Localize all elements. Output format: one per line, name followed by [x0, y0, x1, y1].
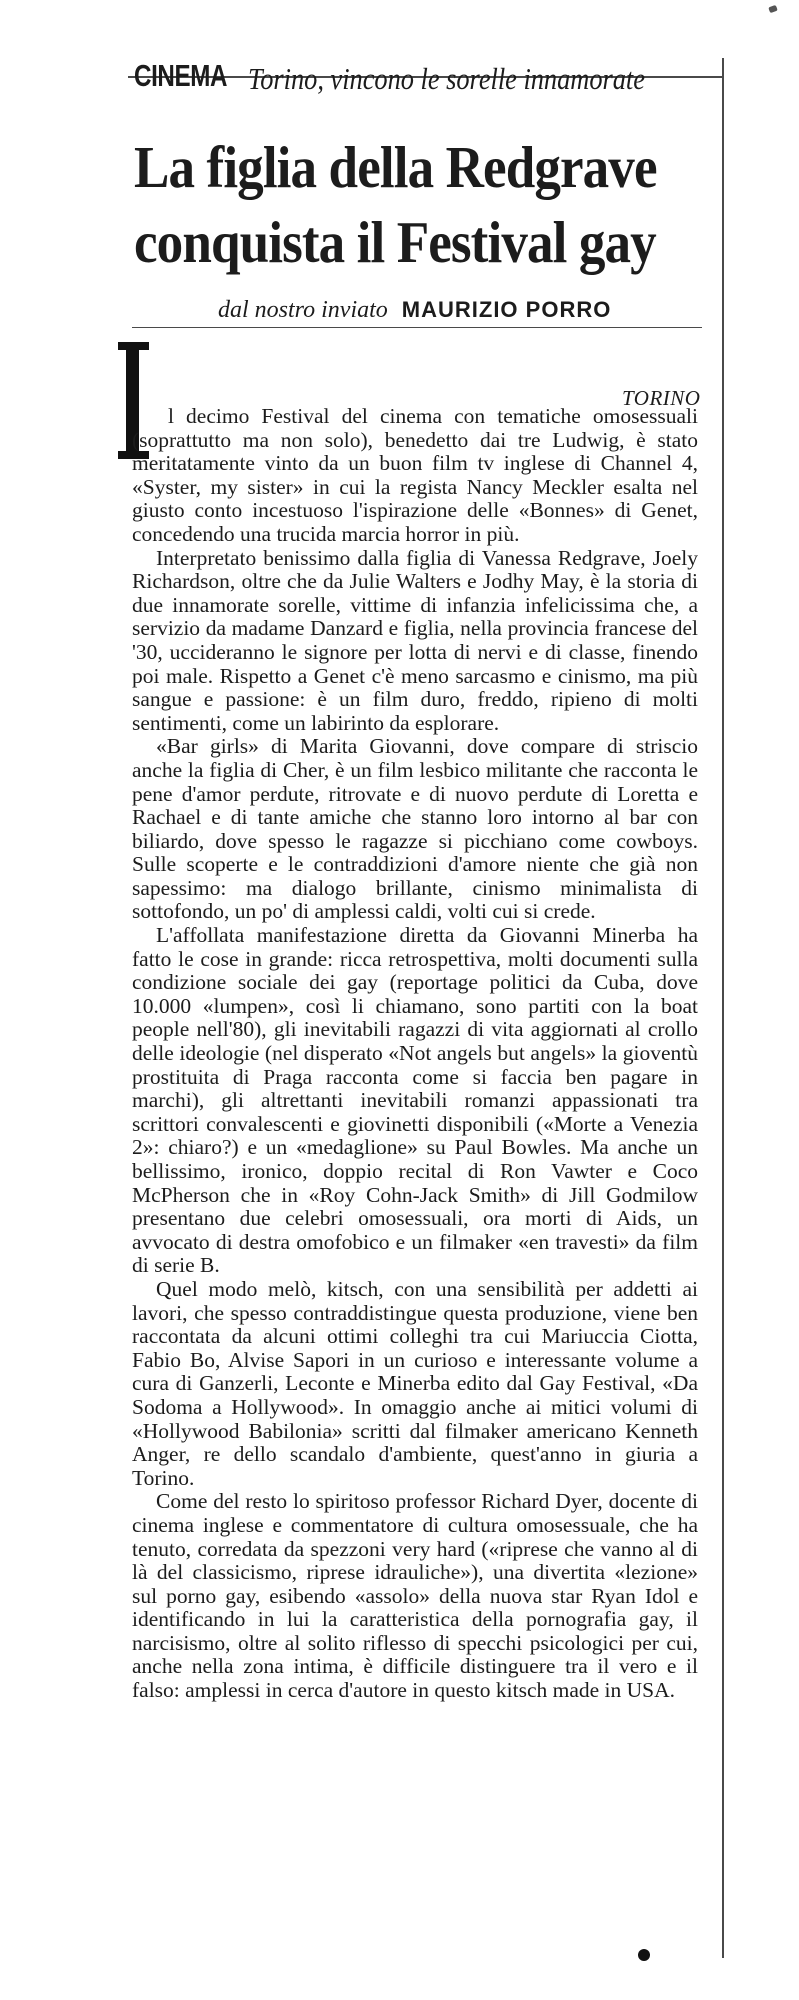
- end-of-article-dot: [638, 1949, 650, 1961]
- dateline: TORINO: [622, 386, 701, 410]
- section-label: CINEMA: [134, 58, 228, 93]
- kicker-subtitle: Torino, vincono le sorelle innamorate: [248, 61, 645, 96]
- headline-line-1: La figlia della Redgrave: [134, 134, 657, 200]
- paragraph-1: l decimo Festival del cinema con tematiche omosessuali (soprattutto ma non solo), benedetto dai tre Ludwig, è stato meritatamente vinto da un buon film tv inglese di Channel 4, «Syster, my sister» in cui la regista Nancy Meckler esalta nel giusto conto incestuoso l'ispirazione delle «Bonnes» di Genet, concedendo una trucida marcia horror in più.: [132, 404, 698, 546]
- kicker: [134, 58, 645, 96]
- column-rule: [722, 58, 724, 1958]
- byline-prefix: dal nostro inviato: [218, 297, 388, 323]
- headline: [134, 130, 734, 280]
- byline-rule: [132, 327, 702, 328]
- scan-mark: [768, 5, 778, 13]
- byline: [218, 297, 611, 324]
- paragraph-3: «Bar girls» di Marita Giovanni, dove compare di striscio anche la figlia di Cher, è un film lesbico militante che racconta le pene d'amor perdute, ritrovate e di nuovo perdute di Loretta e Rachael e di tante amiche che stanno loro intorno al bar con biliardo, dove spesso le ragazze si picchiano come cowboys. Sulle scoperte e le contraddizioni d'amore niente che già non sapessimo: ma dialogo brillante, cinismo minimalista di sottofondo, un po' di amplessi caldi, volti cui si crede.: [132, 734, 698, 924]
- headline-line-2: conquista il Festival gay: [134, 209, 656, 275]
- paragraph-6: Come del resto lo spiritoso professor Richard Dyer, docente di cinema inglese e commentatore di cultura omosessuale, che ha tenuto, corredata da spezzoni very hard («riprese che vanno al di là del classicismo, riprese idrauliche»), una divertita «lezione» sul porno gay, esibendo «assolo» della nuova star Ryan Idol e identificando in lui la caratteristica della pornografia gay, il narcisismo, oltre al solito riflesso di specchi psicologici per cui, anche nella zona intima, è difficile distinguere tra il vero e il falso: amplessi in cerca d'autore in questo kitsch made in USA.: [132, 1489, 698, 1703]
- paragraph-2: Interpretato benissimo dalla figlia di Vanessa Redgrave, Joely Richardson, oltre che da Julie Walters e Jodhy May, è la storia di due innamorate sorelle, vittime di infanzia infelicissima che, a servizio da madame Danzard e figlia, nella provincia francese del '30, uccideranno le signore per lotta di nervi e di classe, finendo poi male. Rispetto a Genet c'è meno sarcasmo e cinismo, ma più sangue e passione: è un film duro, freddo, ripieno di molti sentimenti, come un labirinto da esplorare.: [132, 545, 698, 735]
- article-body: [132, 405, 698, 1703]
- author-name: MAURIZIO PORRO: [401, 297, 612, 322]
- paragraph-5: Quel modo melò, kitsch, con una sensibilità per addetti ai lavori, che spesso contraddistingue questa produzione, viene ben raccontata da alcuni ottimi colleghi tra cui Mariuccia Ciotta, Fabio Bo, Alvise Sapori in un curioso e interessante volume a cura di Ganzerli, Leconte e Minerba edito dal Gay Festival, «Da Sodoma a Hollywood». In omaggio anche ai mitici volumi di «Hollywood Babilonia» scritti dal filmaker americano Kenneth Anger, re dello scandalo d'ambiente, quest'anno in giuria a Torino.: [132, 1276, 698, 1490]
- paragraph-4: L'affollata manifestazione diretta da Giovanni Minerba ha fatto le cose in grande: ricca retrospettiva, molti documenti sulla condizione sociale dei gay (reportage politici da Cuba, dove 10.000 «lumpen», così li chiamano, sono partiti con la boat people nell'80), gli inevitabili ragazzi di vita aggiornati al crollo delle ideologie (nel disperato «Not angels but angels» la gioventù prostituita di Praga racconta come si faccia ben pagare in marchi), gli altrettanti inevitabili romanzi appassionati tra scrittori convalescenti e giovinetti disponibili («Morte a Venezia 2»: chiaro?) e un «medaglione» su Paul Bowles. Ma anche un bellissimo, ironico, doppio recital di Ron Vawter e Coco McPherson che in «Roy Cohn-Jack Smith» di Jill Godmilow presentano due celebri omosessuali, ora morti di Aids, un avvocato di destra omofobico e un filmaker «en travesti» da film di serie B.: [132, 923, 698, 1278]
